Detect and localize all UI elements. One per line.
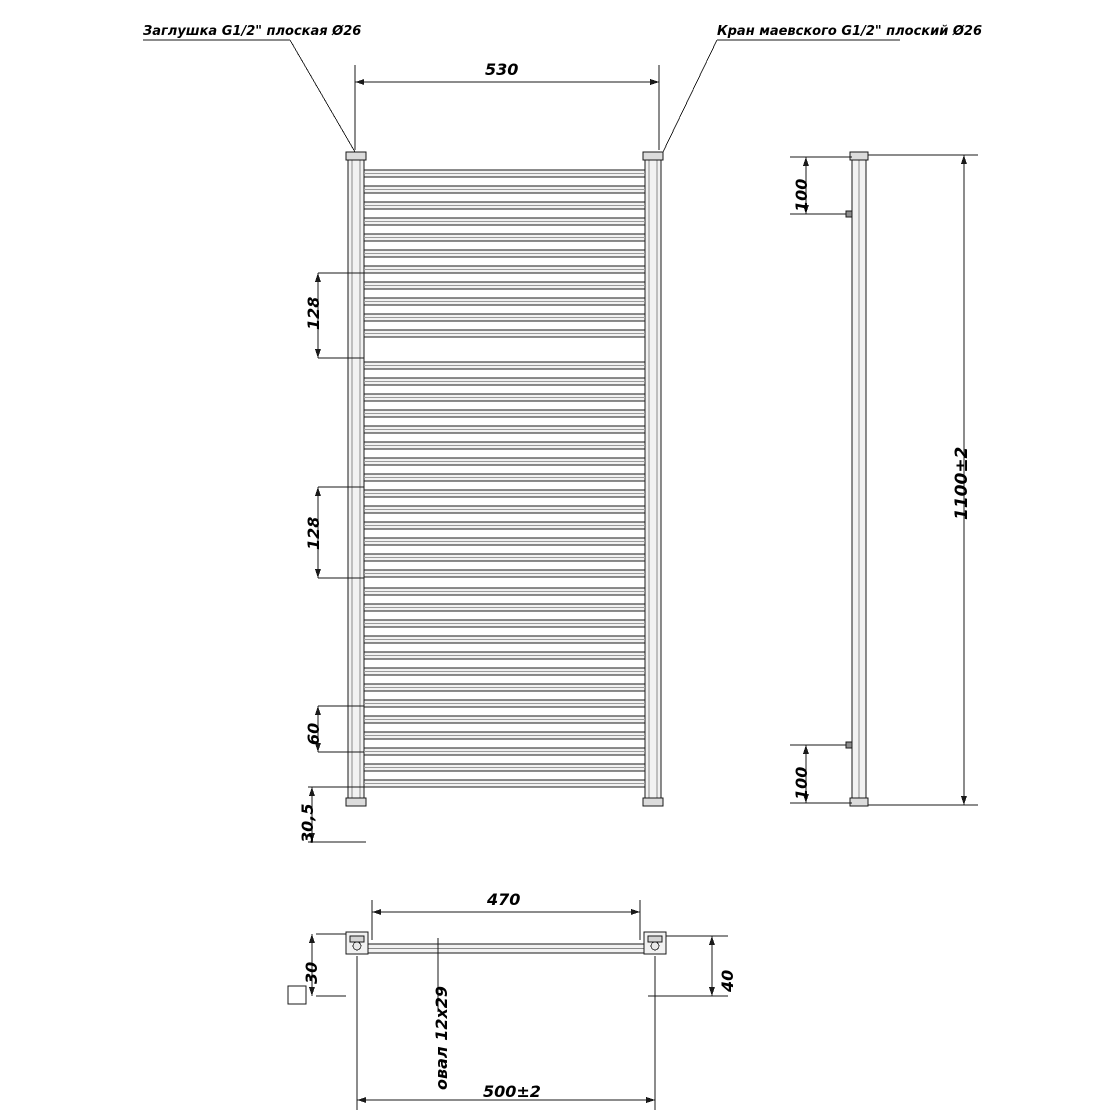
dim-front-spacing-upper-128: 128 [304, 296, 323, 330]
dim-bottom-width-470: 470 [487, 890, 521, 909]
right-collector [643, 152, 663, 806]
label-plug: Заглушка G1/2" плоская Ø26 [143, 24, 362, 39]
bottom-view [288, 932, 666, 1004]
horizontal-rungs [364, 170, 645, 787]
side-view [846, 152, 868, 806]
dim-front-spacing-lower-60: 60 [304, 722, 323, 745]
note-oval-12x29: овал 12x29 [432, 985, 451, 1090]
side-view-dimensions [790, 155, 978, 805]
dim-side-height-1100: 1100±2 [952, 446, 972, 520]
left-collector [346, 152, 366, 806]
dim-front-width-530: 530 [485, 60, 519, 79]
dim-front-spacing-middle-128: 128 [304, 516, 323, 550]
dim-side-top-100: 100 [792, 178, 811, 212]
dim-bottom-bracket-depth-30: 30 [302, 961, 321, 984]
dim-side-bottom-100: 100 [792, 766, 811, 800]
leader-valve [663, 40, 900, 152]
leader-plug [143, 40, 355, 152]
dim-front-bottom-offset-30-5: 30,5 [298, 803, 317, 843]
dim-bottom-profile-depth-40: 40 [718, 969, 737, 992]
label-valve: Кран маевского G1/2" плоский Ø26 [717, 24, 983, 39]
dim-bottom-width-500: 500±2 [483, 1082, 541, 1101]
